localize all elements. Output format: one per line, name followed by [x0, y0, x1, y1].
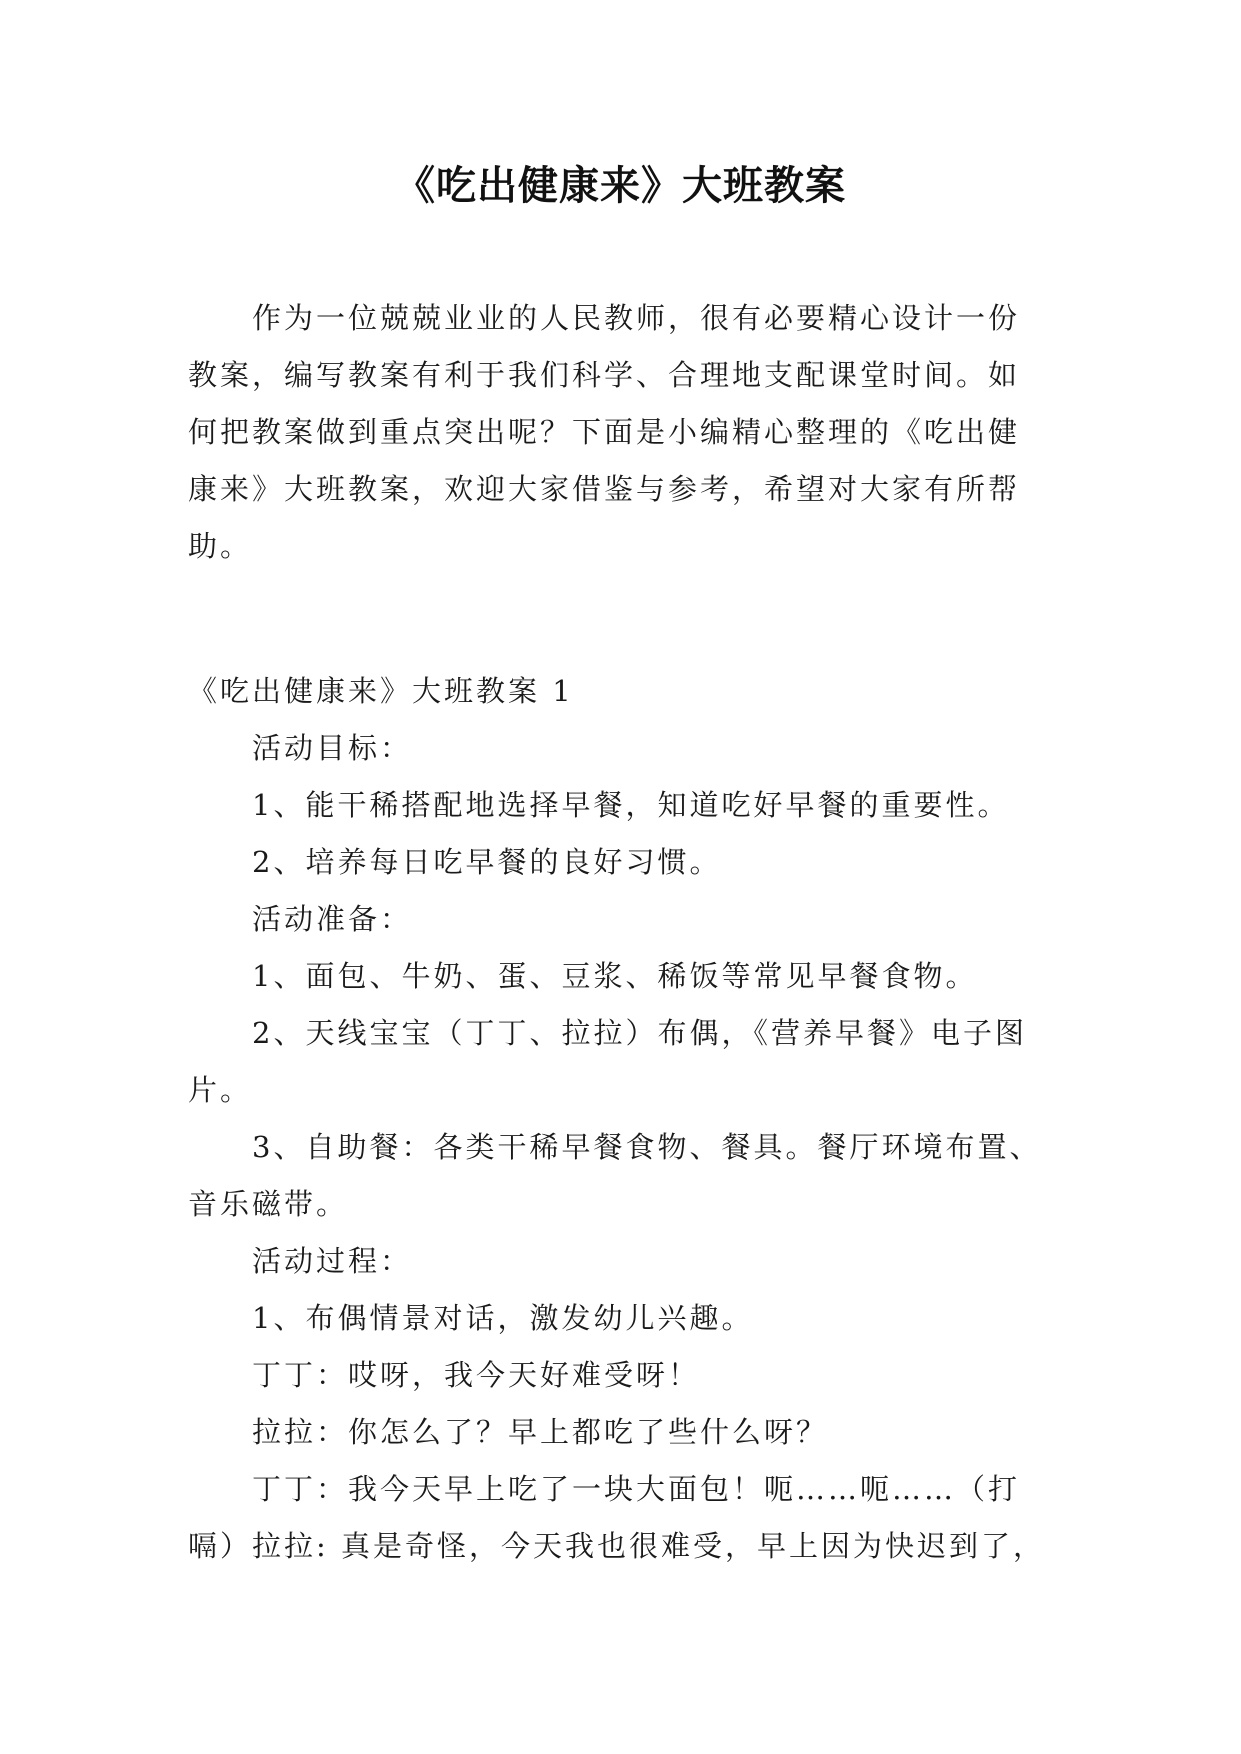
paragraph: 活动过程：	[252, 1244, 413, 1278]
section-heading: 《吃出健康来》大班教案 1	[188, 674, 574, 708]
paragraph: 丁丁：哎呀，我今天好难受呀！	[252, 1358, 701, 1392]
paragraph: 活动目标：	[252, 731, 413, 765]
intro-paragraph: 作为一位兢兢业业的人民教师，很有必要精心设计一份教案，编写教案有利于我们科学、合理地支配课堂时间。如何把教案做到重点突出呢？下面是小编精心整理的《吃出健康来》大班教案，欢迎大家借鉴与参考，希望对大家有所帮助。	[188, 301, 1021, 563]
paragraph: 1、布偶情景对话，激发幼儿兴趣。	[252, 1301, 754, 1335]
paragraph: 活动准备：	[252, 902, 413, 936]
document-title: 《吃出健康来》大班教案	[395, 163, 846, 209]
paragraph: 2、天线宝宝（丁丁、拉拉）布偶，《营养早餐》电子图片。	[188, 1016, 1027, 1107]
document-body	[188, 290, 1048, 1575]
paragraph: 拉拉：你怎么了？早上都吃了些什么呀？	[252, 1415, 829, 1449]
paragraph-spacer	[188, 575, 1048, 663]
paragraph: 3、自助餐：各类干稀早餐食物、餐具。餐厅环境布置、音乐磁带。	[188, 1130, 1042, 1221]
paragraph: 1、能干稀搭配地选择早餐，知道吃好早餐的重要性。	[252, 788, 1010, 822]
paragraph: 1、面包、牛奶、蛋、豆浆、稀饭等常见早餐食物。	[252, 959, 978, 993]
paragraph: 丁丁：我今天早上吃了一块大面包！呃……呃……（打嗝）拉拉: 真是奇怪，今天我也很难受，早上因为快迟到了，	[188, 1472, 1045, 1563]
paragraph: 2、培养每日吃早餐的良好习惯。	[252, 845, 722, 879]
